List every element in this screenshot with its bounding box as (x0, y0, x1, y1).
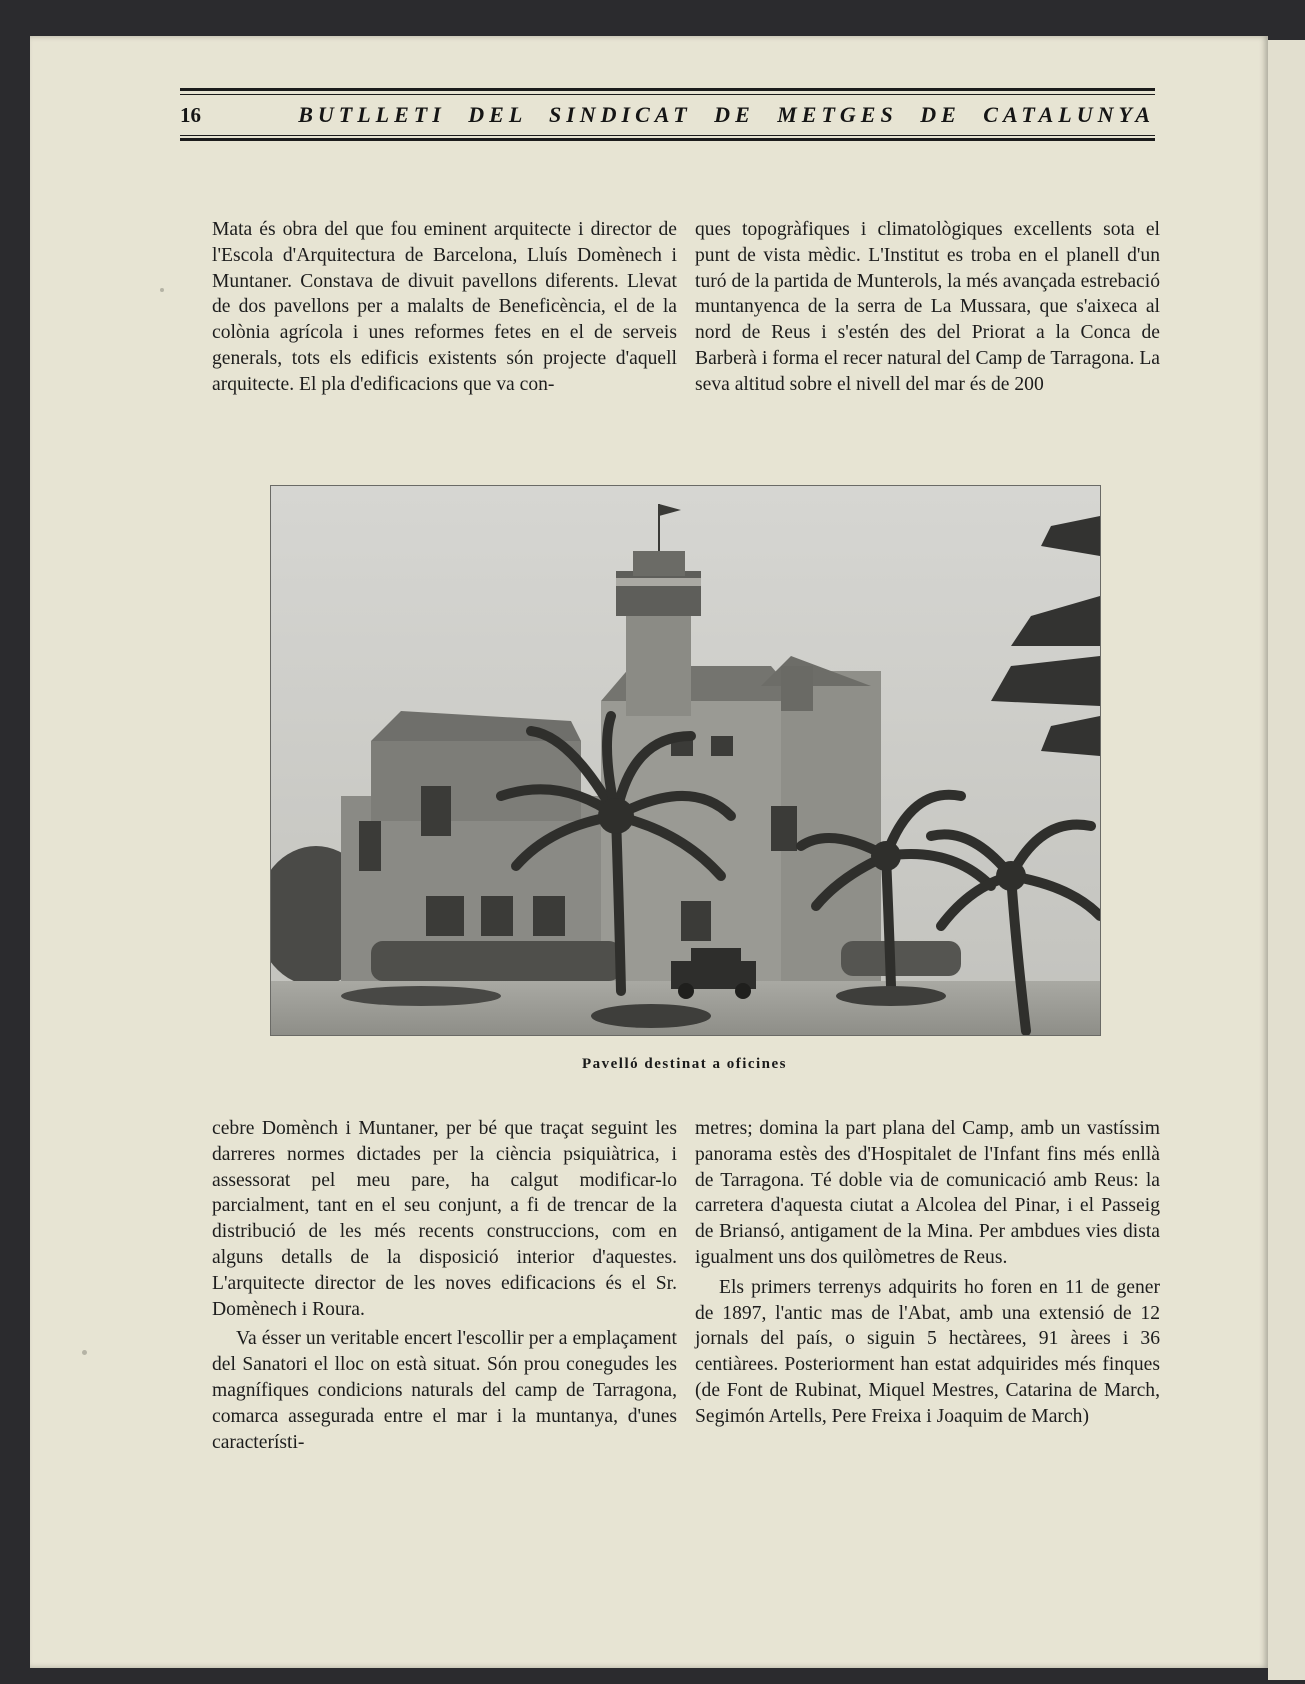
header-rule-top (180, 88, 1155, 91)
paragraph: cebre Domènch i Muntaner, per bé que traçat seguint les darreres normes dictades per la ciència psiquiàtrica, i assessorat pel meu pare, ha calgut modificar-lo parcialment, tant en el seu conjunt, a fi de trencar de la distribució de les més recents construccions, com en alguns detalls de la disposició interior d'aquestes. L'arquitecte director de les noves edificacions és el Sr. Domènech i Roura. (212, 1118, 677, 1320)
paragraph: Els primers terrenys adquirits ho foren en 11 de gener de 1897, l'antic mas de l'Abat, amb una extensió de 12 jornals del país, o siguin 5 hectàrees, 91 àrees i 36 centiàrees. Posteriorment han estat adquirides més finques (de Font de Rubinat, Miquel Mestres, Catarina de March, Segimón Artells, Pere Freixa i Joaquim de March) (695, 1276, 1160, 1427)
header-row (180, 98, 1155, 132)
header-rule-bottom-thin (180, 135, 1155, 136)
paragraph: metres; domina la part plana del Camp, amb un vastíssim panorama estès des d'Hospitalet de l'Infant fins més enllà de Tarragona. Té doble via de comunicació amb Reus: la carretera d'aquesta ciutat a Alcolea del Pinar, i el Passeig de Briansó, antigament de la Mina. Per ambdues vies dista igualment uns dos quilòmetres de Reus. (695, 1118, 1160, 1268)
paragraph: ques topogràfiques i climatològiques excellents sota el punt de vista mèdic. L'Institut es troba en el planell d'un turó de la partida de Munterols, la més avançada estrebació muntanyenca de la serra de La Mussara, que s'aixeca al nord de Reus i s'estén des del Priorat a la Conca de Barberà i forma el recer natural del Camp de Tarragona. La seva altitud sobre el nivell del mar és de 200 (695, 219, 1160, 395)
photo-illustration (271, 486, 1100, 1035)
building-photograph (270, 485, 1101, 1036)
text-column-top-right (695, 217, 1160, 398)
header-rule-bottom (180, 138, 1155, 141)
running-header (180, 88, 1155, 146)
figure-caption: Pavelló destinat a oficines (581, 1056, 788, 1072)
running-title: BUTLLETI DEL SINDICAT DE METGES DE CATALUNYA (298, 102, 1155, 127)
paper-speck (160, 288, 164, 292)
text-column-bottom-right (695, 1116, 1160, 1430)
text-column-bottom-left (212, 1116, 677, 1455)
paper-speck (82, 1350, 87, 1355)
header-rule-top-thin (180, 94, 1155, 95)
adjacent-page-edge (1268, 40, 1305, 1680)
page-number: 16 (180, 102, 201, 127)
paragraph: Mata és obra del que fou eminent arquitecte i director de l'Escola d'Arquitectura de Barcelona, Lluís Domènech i Muntaner. Constava de divuit pavellons diferents. Llevat de dos pavellons per a malalts de Beneficència, el de la colònia agrícola i unes reformes fetes en el de serveis generals, tots els edificis existents són projecte d'aquell arquitecte. El pla d'edificacions que va con- (212, 219, 677, 395)
text-column-top-left (212, 217, 677, 398)
paragraph: Va ésser un veritable encert l'escollir per a emplaçament del Sanatori el lloc on està situat. Són prou conegudes les magnífiques condicions naturals del camp de Tarragona, comarca assegurada entre el mar i la muntanya, d'unes característi- (212, 1328, 677, 1453)
